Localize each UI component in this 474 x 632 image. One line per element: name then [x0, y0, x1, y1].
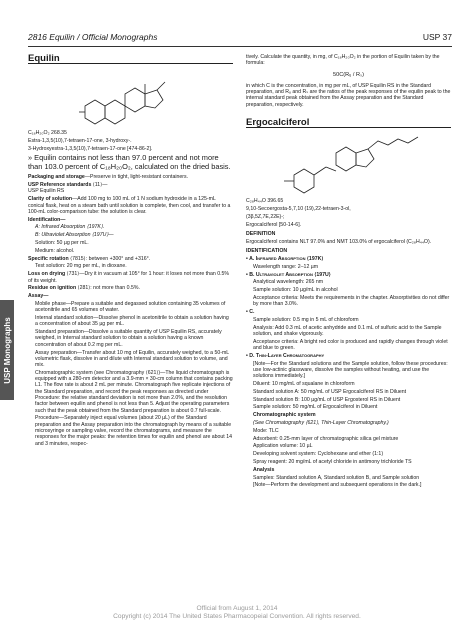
ident-a-wavelength: Wavelength range: 2–12 µm — [253, 263, 319, 270]
ergocalciferol-chem-name-2: (3β,5Z,7E,22E)-; — [246, 213, 285, 220]
usp-edition: USP 37 — [422, 32, 452, 42]
page-footer — [0, 605, 474, 621]
assay-preparation: Assay preparation—Transfer about 10 mg of Equilin, accurately weighed, to a 50-mL volumetric flask, dissolve in and dilute with Internal standard solution to volume, and mix. — [35, 349, 229, 369]
definition-heading: DEFINITION — [246, 231, 276, 238]
ident-d-chrom-system: Chromatographic system — [253, 412, 316, 419]
footer-copyright: Copyright (c) 2014 The United States Pharmacopeial Convention. All rights reserved. — [113, 613, 361, 620]
ident-d-see: (See Chromatography ⟨621⟩, Thin-Layer Chromatography.) — [253, 419, 389, 426]
equilin-chem-name-1: Estra-1,3,5(10),7-tetraen-17-one, 3-hydroxy-. — [28, 138, 132, 145]
procedure-continued: tively. Calculate the quantity, in mg, of C₁₈H₂₀O₂ in the portion of Equilin taken by the formula: — [246, 54, 440, 67]
packaging-section — [28, 174, 233, 180]
ident-d-spray: Spray reagent: 20 mg/mL of acetyl chloride in antimony trichloride TS — [253, 458, 412, 465]
ident-d-mode: Mode: TLC — [253, 427, 279, 434]
monograph-title-ergocalciferol: Ergocalciferol — [246, 117, 310, 129]
ergocalciferol-formula: C₂₈H₄₄O 396.65 — [246, 198, 284, 205]
packaging-heading: Packaging and storage — [28, 174, 85, 181]
identification-b: B: Ultraviolet Absorption ⟨197U⟩— — [35, 232, 114, 239]
drying-text: ⟨731⟩—Dry it in vacuum at 105° for 1 hour: it loses not more than 0.5% of its weight. — [28, 271, 230, 284]
ident-d-diluent: Diluent: 10 mg/mL of squalane in chloroform — [253, 381, 355, 387]
ident-a: • A. Infrared Absorption ⟨197K⟩ — [246, 255, 324, 262]
footer-official-date: Official from August 1, 2014 — [196, 605, 278, 612]
equilin-structure — [28, 66, 233, 128]
ergocalciferol-chem-name-1: 9,10-Secoergosta-5,7,10 (19),22-tetraen-3-ol, — [246, 206, 351, 213]
ident-d: • D. Thin-Layer Chromatography — [246, 352, 325, 359]
chromatographic-system: Chromatographic system (see Chromatography ⟨621⟩)—The liquid chromatograph is equipped with a 280-nm detector and a 3.9-mm × 30-cm column that contains packing L1. The flow rate is about 2 mL per minute. Chromatograph five replicate injections of the Standard preparation, and record the peak responses as directed under Procedure: the relative standard deviation is not more than 2.0%, and the resolution factor between equilin and phenol is not less than 5. Adjust the operating parameters such that the peak obtained from the Standard preparation is about 0.7 full-scale. — [35, 369, 233, 414]
assay-heading: Assay— — [28, 293, 49, 300]
ident-c-sample: Sample solution: 0.5 mg in 5 mL of chloroform — [253, 316, 359, 323]
rotation-heading: Specific rotation — [28, 255, 69, 262]
ident-d-application: Application volume: 10 µL — [253, 443, 313, 450]
residue-section — [28, 285, 233, 291]
identification-heading: Identification— — [28, 216, 66, 223]
definition-text: Ergocalciferol contains NLT 97.0% and NMT 103.0% of ergocalciferol (C₂₈H₄₄O). — [246, 238, 432, 245]
page-header — [28, 30, 452, 44]
standard-preparation: Standard preparation—Dissolve a suitable quantity of USP Equilin RS, accurately weighed, in Internal standard solution to obtain a solution having a known concentration of about 0.2 mg per mL. — [35, 329, 222, 348]
ident-c-acceptance: Acceptance criteria: A bright red color is produced and rapidly changes through violet and blue to green. — [253, 338, 448, 352]
clarity-heading: Clarity of solution — [28, 196, 73, 203]
ergocalciferol-structure — [246, 130, 451, 196]
ident-d-solvent: Developing solvent system: Cyclohexane and ether (1:1) — [253, 451, 384, 458]
reference-item: USP Equilin RS — [28, 188, 65, 195]
reference-standards — [28, 182, 233, 195]
reference-heading: USP Reference standards — [28, 182, 92, 189]
drying-section — [28, 271, 233, 284]
ident-b-sample: Sample solution: 10 µg/mL in alcohol — [253, 287, 338, 294]
ident-c-analysis: Analysis: Add 0.3 mL of acetic anhydride and 0.1 mL of sulfuric acid to the Sample solution, and shake vigorously. — [253, 324, 442, 337]
internal-standard: Internal standard solution—Dissolve phenol in acetonitrile to obtain a solution having a concentration of about 35 µg per mL. — [35, 315, 229, 328]
ergocalciferol-chem-name-3: Ergocalciferol [50-14-6]. — [246, 221, 302, 228]
identification-solution: Solution: 50 µg per mL. — [35, 240, 89, 247]
right-column — [246, 54, 451, 490]
identification-heading-2: IDENTIFICATION — [246, 248, 288, 255]
ergocalciferol-structure-drawing — [274, 131, 424, 195]
identification-a: A: Infrared Absorption ⟨197K⟩. — [35, 224, 105, 231]
packaging-text: —Preserve in tight, light-resistant containers. — [84, 174, 189, 181]
left-column — [28, 54, 233, 448]
reference-chapter: ⟨11⟩— — [91, 182, 108, 189]
side-tab-label: USP Monographs — [2, 316, 12, 384]
ident-c: • C. — [246, 309, 255, 316]
ident-d-note-2: [Note—Perform the development and subsequent operations in the dark.] — [253, 482, 422, 489]
ident-b: • B. Ultraviolet Absorption ⟨197U⟩ — [246, 271, 331, 278]
ident-b-acceptance: Acceptance criteria: Meets the requirements in the chapter. Absorptivities do not differ by more than 3.0%. — [253, 294, 450, 308]
equilin-structure-drawing — [71, 68, 191, 126]
ident-d-standard-b: Standard solution B: 100 µg/mL of USP Ergosterol RS in Diluent — [253, 396, 401, 403]
rotation-section — [28, 256, 233, 262]
residue-heading: Residue on ignition — [28, 285, 77, 292]
formula-definitions: in which C is the concentration, in mg per mL, of USP Equilin RS in the Standard preparation, and Rᵤ and Rₛ are the ratios of the peak responses of the equilin peak to the internal standard peak obtained from the Assay preparation and the Standard preparation, respectively. — [246, 82, 451, 108]
rotation-test-solution: Test solution: 20 mg per mL, in dioxane. — [35, 263, 127, 270]
identification-medium: Medium: alcohol. — [35, 247, 75, 254]
rotation-text: ⟨7815⟩: between +300° and +316°. — [68, 255, 151, 262]
ident-d-standard-a: Standard solution A: 50 mg/mL of USP Ergocalciferol RS in Diluent — [253, 388, 407, 395]
assay-formula: 50C(Rᵤ / Rₛ) — [333, 71, 364, 78]
ident-d-sample: Sample solution: 50 mg/mL of Ergocalciferol in Diluent — [253, 404, 378, 411]
drying-heading: Loss on drying — [28, 271, 66, 278]
monograph-title-equilin: Equilin — [28, 53, 60, 64]
procedure: Procedure—Separately inject equal volumes (about 20 µL) of the Standard preparation and the Assay preparation into the chromatograph by means of a suitable microsyringe or sampling valve, record the chromatograms, and measure the responses for the major peaks: the retention times for equilin and phenol are about 14 and 3 minutes, respec- — [35, 415, 232, 447]
header-rule — [28, 46, 452, 47]
equilin-chem-name-2: 3-Hydroxyestra-1,3,5(10),7-tetraen-17-one [474-86-2]. — [28, 145, 153, 152]
equilin-assay-statement: » Equilin contains not less than 97.0 percent and not more than 103.0 percent of C₁₈H₂₀O₂, calculated on the dried basis. — [28, 153, 231, 171]
running-title: 2816 Equilin / Official Monographs — [28, 32, 158, 42]
ident-d-samples: Samples: Standard solution A, Standard solution B, and Sample solution — [253, 474, 420, 481]
mobile-phase: Mobile phase—Prepare a suitable and degassed solution containing 35 volumes of acetonitrile and 65 volumes of water. — [35, 300, 226, 314]
equilin-formula: C₁₈H₂₀O₂ 268.35 — [28, 130, 67, 137]
clarity-section — [28, 196, 233, 215]
clarity-text: —Add 100 mg to 100 mL of 1 N sodium hydroxide in a 125-mL conical flask, heat on a steam bath until solution is complete, then cool, and transfer to a 100-mL color-comparison tube: the solution is clear. — [28, 196, 231, 215]
ident-b-wavelength: Analytical wavelength: 265 nm — [253, 279, 324, 286]
side-tab — [0, 300, 14, 400]
ident-d-analysis: Analysis — [253, 466, 275, 473]
ident-d-note: [Note—For the Standard solutions and the Sample solution, follow these procedures: use low-actinic glassware, dissolve the samples without heating, and use the solutions immediately.] — [253, 360, 448, 380]
ident-d-adsorbent: Adsorbent: 0.25-mm layer of chromatographic silica gel mixture — [253, 435, 399, 442]
residue-text: ⟨281⟩: not more than 0.5%. — [76, 285, 140, 292]
